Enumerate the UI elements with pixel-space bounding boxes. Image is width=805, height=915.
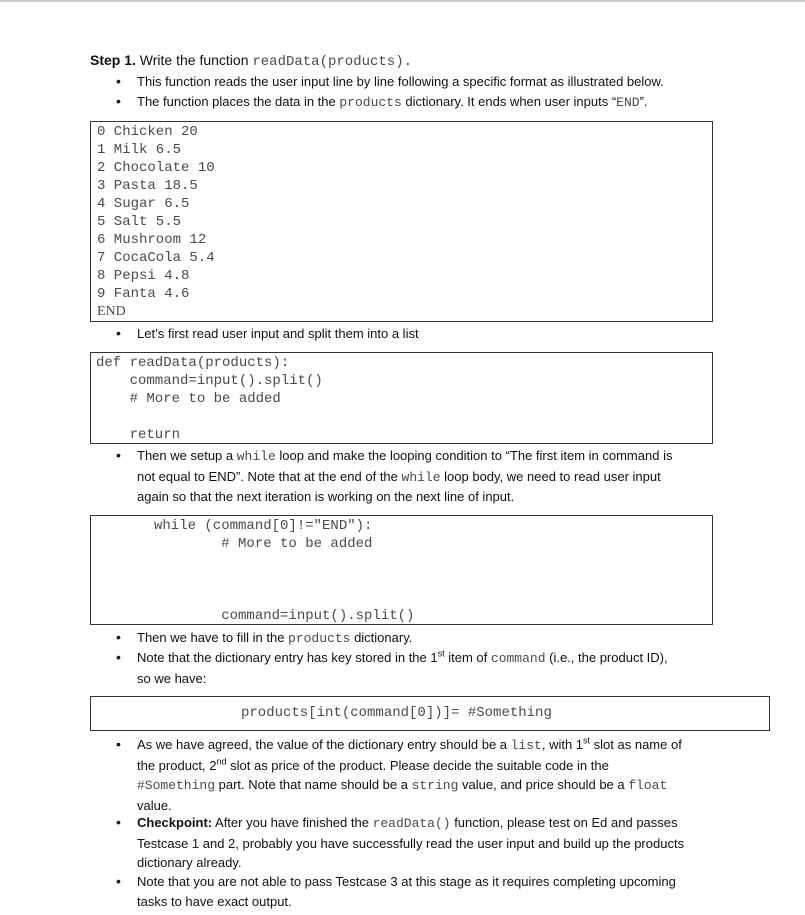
top-border (0, 0, 805, 2)
code-line: # More to be added (96, 391, 281, 407)
code-box-while (90, 515, 713, 625)
bullet-value-list: • As we have agreed, the value of the dictionary entry should be a list, with 1st slot as name of the product, 2nd slot as price of the product. Please decide the suitable code in the #Something part. Note that name should be a string value, and price should be a float value. (137, 735, 717, 815)
function-name: readData(products). (252, 54, 413, 70)
input-line: 5 Salt 5.5 (97, 214, 182, 230)
input-line-end: END (97, 304, 126, 319)
bullet-fill-dictionary: • Then we have to fill in the products dictionary. (137, 628, 717, 649)
bullet-reads-input: • This function reads the user input line by line following a specific format as illustrated below. (137, 72, 717, 92)
bullet-read-input: • Let’s first read user input and split them into a list (137, 324, 717, 344)
code-box-readdata (90, 352, 713, 444)
bullet-testcase-3: • Note that you are not able to pass Testcase 3 at this stage as it requires completing upcoming tasks to have exact output. (137, 872, 717, 911)
code-box-products (90, 696, 770, 731)
code-line: products[int(command[0])]= #Something (241, 705, 552, 721)
input-line: 0 Chicken 20 (97, 124, 198, 140)
step-heading: Step 1. Write the function readData(products). (90, 52, 413, 70)
input-line: 1 Milk 6.5 (97, 142, 182, 158)
code-line: command=input().split() (96, 373, 323, 389)
code-line: def readData(products): (96, 355, 290, 371)
input-line: 4 Sugar 6.5 (97, 196, 190, 212)
checkpoint-label: Checkpoint: (137, 815, 213, 830)
bullet-dictionary-key: • Note that the dictionary entry has key stored in the 1st item of command (i.e., the product ID), so we have: (137, 648, 717, 688)
input-line: 9 Fanta 4.6 (97, 286, 190, 302)
code-line: while (command[0]!="END"): (154, 518, 373, 534)
input-line: 6 Mushroom 12 (97, 232, 207, 248)
bullet-setup-while: • Then we setup a while loop and make the looping condition to “The first item in command is not equal to END”. Note that at the end of the while loop body, we need to read user input again so that the next iteration is working on the next line of input. (137, 446, 717, 507)
input-line: 7 CocaCola 5.4 (97, 250, 215, 266)
code-line: command=input().split() (154, 608, 415, 624)
bullet-checkpoint: • Checkpoint: After you have finished the readData() function, please test on Ed and passes Testcase 1 and 2, probably you have successfully read the user input and build up the products dictionary already. (137, 813, 717, 873)
input-line: 3 Pasta 18.5 (97, 178, 198, 194)
input-line: 8 Pepsi 4.8 (97, 268, 190, 284)
bullet-places-data: • The function places the data in the products dictionary. It ends when user inputs “END”. (137, 92, 717, 113)
input-example-box (90, 121, 713, 322)
step-label: Step 1. (90, 52, 136, 68)
input-line: 2 Chocolate 10 (97, 160, 215, 176)
code-line: # More to be added (154, 536, 373, 552)
code-line: return (96, 427, 181, 443)
